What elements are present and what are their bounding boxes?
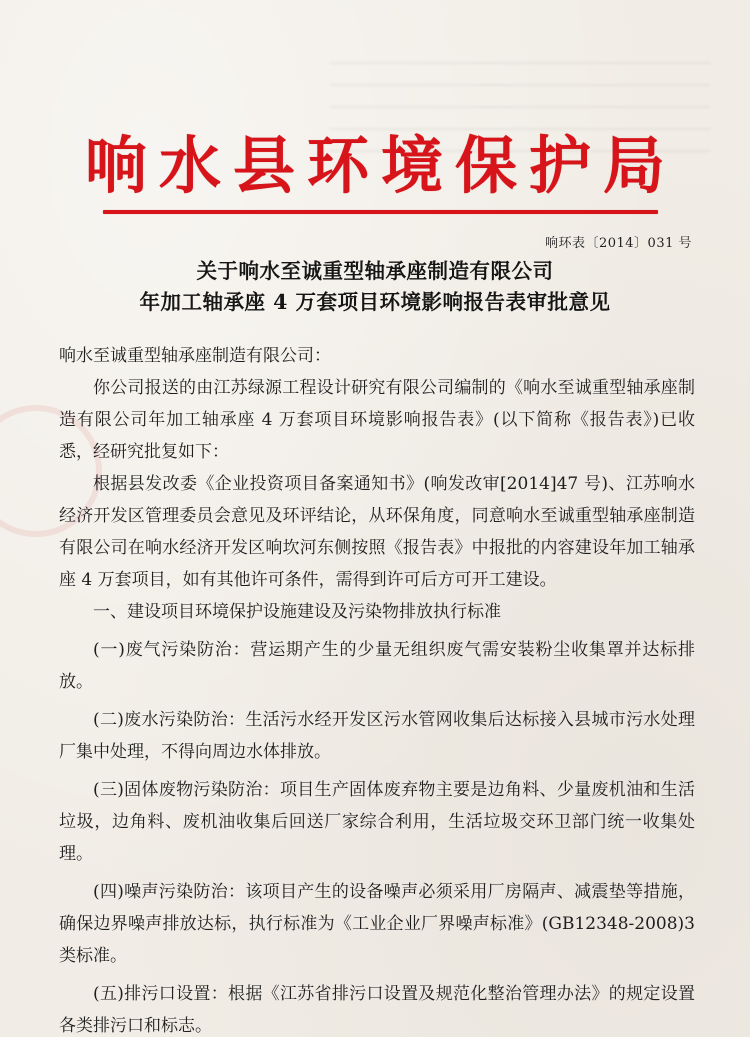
document-title-line-1: 关于响水至诚重型轴承座制造有限公司 (196, 259, 554, 283)
letterhead (0, 129, 750, 202)
list-item-noise: (四)噪声污染防治：该项目产生的设备噪声必须采用厂房隔声、减震垫等措施，确保边界噪声排放达标，执行标准为《工业企业厂界噪声标准》(GB12348-2008)3 类标准。 (59, 882, 695, 966)
agency-title: 响水县环境保护局 (84, 129, 677, 202)
section-heading-1: 一、建设项目环境保护设施建设及污染物排放执行标准 (93, 602, 501, 622)
document-number: 响环表〔2014〕031 号 (544, 236, 692, 251)
letterhead-red-rule (103, 210, 658, 214)
list-item-exhaust: (一)废气污染防治：营运期产生的少量无组织废气需安装粉尘收集罩并达标排放。 (59, 640, 695, 692)
list-item-wastewater: (二)废水污染防治：生活污水经开发区污水管网收集后达标接入县城市污水处理厂集中处理，不得向周边水体排放。 (59, 710, 695, 762)
letter-body (59, 340, 695, 1037)
list-item-solid-waste: (三)固体废物污染防治：项目生产固体废弃物主要是边角料、少量废机油和生活垃圾，边角料、废机油收集后回送厂家综合利用，生活垃圾交环卫部门统一收集处理。 (59, 780, 695, 864)
addressee: 响水至诚重型轴承座制造有限公司： (59, 346, 331, 366)
document-title-line-2: 年加工轴承座 4 万套项目环境影响报告表审批意见 (139, 290, 611, 314)
list-item-outfall: (五)排污口设置：根据《江苏省排污口设置及规范化整治管理办法》的规定设置各类排污口和标志。 (59, 984, 695, 1036)
document-title (0, 256, 750, 318)
paragraph-approval: 根据县发改委《企业投资项目备案通知书》(响发改审[2014]47 号)、江苏响水经济开发区管理委员会意见及环评结论，从环保角度，同意响水至诚重型轴承座制造有限公司在响水经济开发区响坎河东侧按照《报告表》中报批的内容建设年加工轴承座 4 万套项目，如有其他许可条件，需得到许可后方可开工建设。 (59, 474, 695, 590)
paragraph-intro: 你公司报送的由江苏绿源工程设计研究有限公司编制的《响水至诚重型轴承座制造有限公司年加工轴承座 4 万套项目环境影响报告表》(以下简称《报告表》)已收悉，经研究批复如下： (59, 378, 695, 462)
